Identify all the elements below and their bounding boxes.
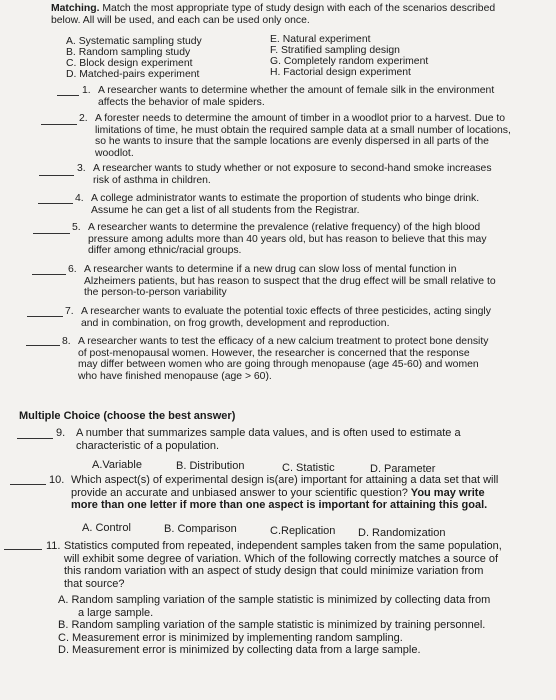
matching-question-1: 1. A researcher wants to determine whether the amount of female silk in the environment affects the behavior of male spiders. [82, 85, 495, 108]
q9-option-a[interactable]: A.Variable [92, 459, 142, 471]
matching-instructions [51, 3, 551, 26]
q11-option-d[interactable]: D. Measurement error is minimized by collecting data from a large sample. [58, 644, 421, 656]
option-c: C. Block design experiment [66, 58, 193, 69]
answer-blank-1[interactable] [57, 95, 79, 96]
matching-question-5: 5. A researcher wants to determine the prevalence (relative frequency) of the high blood pressure among adults more than 40 years old, but has reason to believe that this may differ among ethnic/racial groups. [72, 222, 487, 256]
option-h: H. Factorial design experiment [270, 67, 411, 78]
matching-question-8: 8. A researcher wants to test the efficacy of a new calcium treatment to protect bone density of post-menopausal women. However, the researcher is concerned that the response may differ between women who are going through menopause (age 45-60) and women who have finished menopause (age > 60). [62, 336, 489, 382]
option-a: A. Systematic sampling study [66, 36, 202, 47]
answer-blank-4[interactable] [38, 203, 73, 204]
option-g: G. Completely random experiment [270, 56, 429, 67]
answer-blank-8[interactable] [26, 345, 60, 346]
option-f: F. Stratified sampling design [270, 45, 400, 56]
answer-blank-11[interactable] [4, 549, 42, 550]
q9-option-d[interactable]: D. Parameter [370, 463, 436, 475]
q11-option-c[interactable]: C. Measurement error is minimized by implementing random sampling. [58, 631, 403, 644]
matching-question-7: 7. A researcher wants to evaluate the potential toxic effects of three pesticides, acting singly and in combination, on frog growth, development and reproduction. [65, 306, 491, 329]
answer-blank-10[interactable] [10, 484, 46, 485]
matching-instructions-line2: below. All will be used, and each can be used only once. [51, 14, 310, 26]
option-b: B. Random sampling study [66, 47, 191, 58]
mc-question-10: 10. Which aspect(s) of experimental design is(are) important for attaining a data set that will provide an accurate and unbiased answer to your scientific question? You may write more than one letter if more than one aspect is important for attaining this goal. [49, 474, 499, 511]
answer-blank-2[interactable] [41, 124, 77, 125]
mc-question-11: 11. Statistics computed from repeated, independent samples taken from the same population, will exhibit some degree of variation. Which of the following correctly matches a source of this random variation with an aspect of study design that could minimize variation from that source? [46, 540, 502, 590]
matching-question-2: 2. A forester needs to determine the amount of timber in a woodlot prior to a harvest. Due to limitations of time, he must obtain the required sample data at a small number of locations, so he wants to insure that the sample locations are evenly dispersed in all parts of the woodlot. [79, 113, 511, 159]
q11-option-b[interactable]: B. Random sampling variation of the sample statistic is minimized by training personnel. [58, 619, 486, 631]
matching-heading: Matching. [51, 3, 100, 14]
mc-11-options [58, 594, 552, 657]
q10-option-d[interactable]: D. Randomization [358, 527, 446, 539]
q10-option-b[interactable]: B. Comparison [164, 523, 237, 535]
q11-option-a[interactable]: A. Random sampling variation of the sample statistic is minimized by collecting data from [58, 594, 491, 606]
answer-blank-3[interactable] [39, 175, 74, 176]
matching-question-4: 4. A college administrator wants to estimate the proportion of students who binge drink. Assume he can get a list of all students from the Registrar. [75, 193, 480, 216]
answer-blank-9[interactable] [17, 438, 53, 439]
matching-question-6: 6. A researcher wants to determine if a new drug can slow loss of mental function in Alzheimers patients, but has reason to suspect that the drug effect will be small relative to the person-to-person variability [68, 264, 496, 298]
q9-option-c[interactable]: C. Statistic [282, 462, 335, 474]
q9-option-b[interactable]: B. Distribution [176, 460, 245, 472]
answer-blank-5[interactable] [33, 233, 70, 234]
option-e: E. Natural experiment [270, 34, 371, 45]
answer-blank-7[interactable] [27, 316, 63, 317]
matching-instructions-line1: Match the most appropriate type of study design with each of the scenarios described [99, 3, 496, 14]
q11-option-a-cont: a large sample. [78, 606, 154, 619]
mc-question-9: 9. A number that summarizes sample data values, and is often used to estimate a characteristic of a population. [56, 427, 461, 452]
multiple-choice-heading: Multiple Choice (choose the best answer) [19, 410, 236, 422]
answer-blank-6[interactable] [32, 274, 66, 275]
q10-option-a[interactable]: A. Control [82, 522, 131, 534]
q10-option-c[interactable]: C.Replication [270, 525, 336, 537]
matching-question-3: 3. A researcher wants to study whether or not exposure to second-hand smoke increases risk of asthma in children. [77, 163, 492, 186]
option-d: D. Matched-pairs experiment [66, 69, 200, 80]
